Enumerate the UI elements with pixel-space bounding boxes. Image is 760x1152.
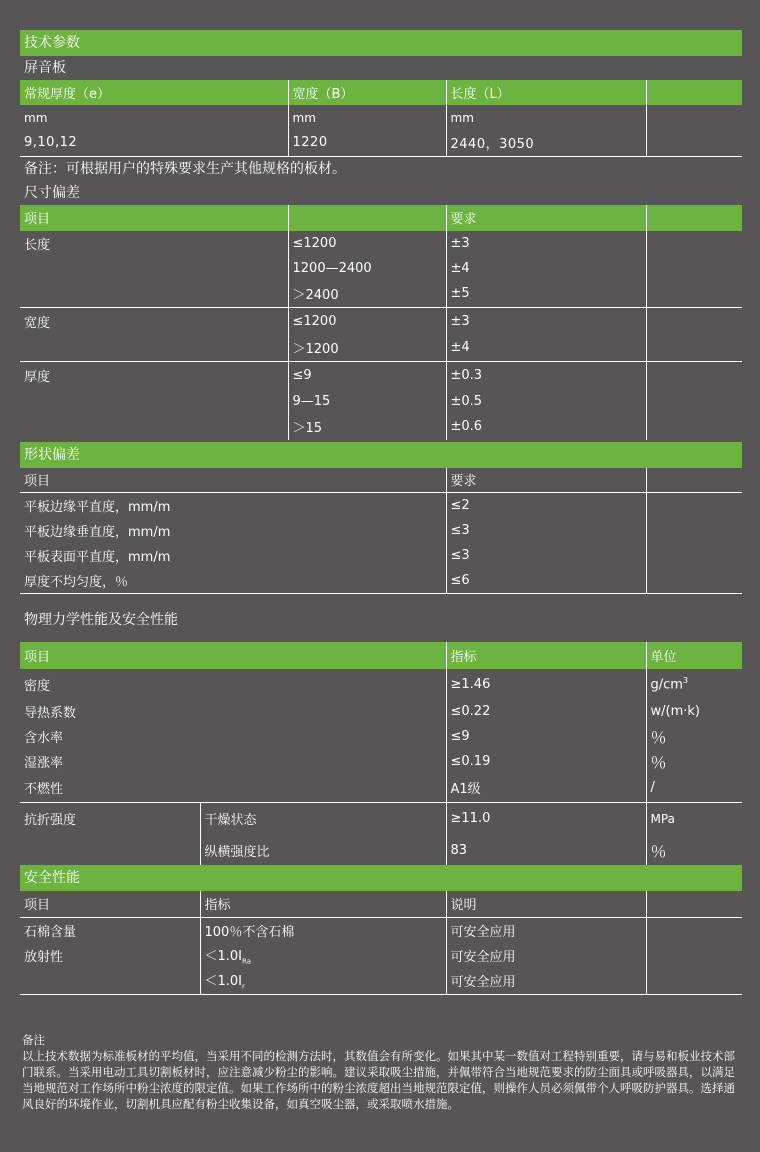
strength-item: 抗折强度	[24, 813, 77, 829]
shape-item: 平板表面平直度，mm/m	[24, 549, 171, 565]
tol-range: ＞15	[288, 414, 446, 440]
phys-value: A1级	[446, 774, 646, 802]
table-row	[20, 669, 742, 699]
phys-item: 湿涨率	[24, 756, 64, 771]
table-row	[20, 308, 742, 335]
shape-table	[20, 468, 742, 595]
safety-heading: 安全性能	[20, 865, 742, 891]
tol-req: ±4	[446, 335, 646, 362]
safety-index	[200, 968, 446, 994]
tol-req: ±0.3	[446, 362, 646, 389]
phys-unit	[646, 669, 742, 699]
col-item: 项目	[20, 468, 446, 493]
phys-unit: ％	[646, 724, 742, 749]
strength-cond: 干燥状态	[200, 802, 446, 835]
safety-desc: 可安全应用	[446, 917, 646, 943]
safety-index-text: 100％不含石棉	[204, 924, 295, 940]
safety-item	[20, 968, 200, 994]
table-row	[20, 281, 742, 308]
phys-unit-sup: 3	[682, 675, 689, 685]
col-item: 项目	[20, 205, 288, 231]
table-row	[20, 802, 742, 835]
notes-body: 以上技术数据为标准板材的平均值，当采用不同的检测方法时，其数值会有所变化。如果其中某一数值对工程特别重要，请与易和板业技术部门联系。当采用电动工具切割板材时，应注意减少粉尘的影响。建议采取吸尘措施，并佩带符合当地规范要求的防尘面具或呼吸器具，以满足当地规范对工作场所中粉尘浓度的限定值。如果工作场所中的粉尘浓度超出当地规范限定值，则操作人员必须佩带个人呼吸防护器具。选择通风良好的环境作业，切割机具应配有粉尘收集设备，如真空吸尘器，或采取喷水措施。	[22, 1049, 735, 1111]
tol-req: ±0.6	[446, 414, 646, 440]
width-value: 1220	[288, 130, 446, 156]
tech-header-row	[20, 80, 742, 105]
phys-unit: /	[646, 774, 742, 802]
physical-table	[20, 642, 742, 865]
phys-value: ≥1.46	[446, 669, 646, 699]
shape-header-row	[20, 468, 742, 493]
tol-req: ±0.5	[446, 389, 646, 414]
safety-index	[200, 943, 446, 968]
strength-value: ≥11.0	[446, 802, 646, 835]
table-row	[20, 774, 742, 802]
phys-value: ≤0.22	[446, 699, 646, 724]
col-desc: 说明	[446, 891, 646, 917]
table-row	[20, 568, 742, 594]
safety-header-row	[20, 891, 742, 917]
table-row	[20, 256, 742, 281]
tech-value-row	[20, 130, 742, 156]
strength-unit: ％	[646, 835, 742, 865]
strength-cond: 纵横强度比	[200, 835, 446, 865]
table-row	[20, 362, 742, 389]
tech-table	[20, 80, 742, 157]
phys-unit: w/(m·k)	[646, 699, 742, 724]
tolerance-heading: 尺寸偏差	[24, 184, 80, 201]
tol-req: ±4	[446, 256, 646, 281]
tol-range: ≤1200	[288, 231, 446, 256]
tol-item-thickness: 厚度	[24, 369, 51, 385]
col-index: 指标	[446, 642, 646, 669]
table-row	[20, 335, 742, 362]
length-values: 2440，3050	[446, 130, 646, 156]
physical-heading: 物理力学性能及安全性能	[24, 612, 178, 628]
tol-range: 9—15	[288, 389, 446, 414]
shape-item: 平板边缘垂直度，mm/m	[24, 524, 171, 540]
tol-range: ≤1200	[288, 308, 446, 335]
phys-unit: ％	[646, 749, 742, 774]
shape-req: ≤6	[446, 568, 646, 594]
shape-item: 厚度不均匀度，％	[20, 568, 446, 594]
shape-item: 平板边缘平直度，mm/m	[24, 499, 171, 515]
tol-item-width: 宽度	[24, 315, 51, 331]
safety-item: 放射性	[24, 950, 64, 965]
tech-unit-row	[20, 105, 742, 130]
phys-unit-text: g/cm	[650, 677, 683, 693]
strength-unit: MPa	[646, 802, 742, 835]
unit-length: mm	[446, 105, 646, 130]
safety-desc: 可安全应用	[446, 968, 646, 994]
tol-range: ＞2400	[288, 281, 446, 308]
shape-heading: 形状偏差	[20, 442, 742, 468]
tech-note: 备注：可根据用户的特殊要求生产其他规格的板材。	[24, 160, 346, 177]
table-row	[20, 835, 742, 865]
table-row	[20, 543, 742, 568]
col-req: 要求	[446, 205, 646, 231]
col-width: 宽度（B）	[288, 80, 446, 105]
table-row	[20, 968, 742, 994]
safety-index-text: ＜1.0I	[204, 949, 243, 965]
unit-thickness: mm	[24, 110, 48, 125]
col-thickness: 常规厚度（e）	[20, 80, 288, 105]
safety-table	[20, 891, 742, 995]
tol-range: ＞1200	[288, 335, 446, 362]
tol-item-length: 长度	[24, 237, 51, 253]
shape-req: ≤2	[446, 493, 646, 518]
tol-range: ≤9	[288, 362, 446, 389]
safety-index-text: ＜1.0I	[204, 974, 243, 990]
physical-header-row	[20, 642, 742, 669]
table-row	[20, 724, 742, 749]
phys-item: 密度	[24, 678, 51, 694]
table-row	[20, 518, 742, 543]
table-row	[20, 943, 742, 968]
col-item: 项目	[20, 642, 446, 669]
safety-index-sub: r	[242, 983, 245, 992]
tol-req: ±3	[446, 308, 646, 335]
col-unit: 单位	[646, 642, 742, 669]
table-row	[20, 493, 742, 518]
spec-sheet	[20, 30, 742, 995]
tolerance-header-row	[20, 205, 742, 231]
phys-item: 不燃性	[20, 774, 446, 802]
safety-index	[200, 917, 446, 943]
phys-item: 含水率	[24, 731, 64, 746]
tol-range: 1200—2400	[288, 256, 446, 281]
table-row	[20, 231, 742, 256]
col-index: 指标	[200, 891, 446, 917]
table-row	[20, 389, 742, 414]
unit-width: mm	[288, 105, 446, 130]
panel-label: 屏音板	[24, 60, 66, 76]
tol-req: ±5	[446, 281, 646, 308]
notes-title: 备注	[22, 1033, 45, 1047]
thickness-values: 9,10,12	[20, 130, 288, 156]
table-row	[20, 917, 742, 943]
phys-item: 导热系数	[24, 706, 77, 721]
safety-item: 石棉含量	[24, 924, 77, 940]
strength-value: 83	[446, 835, 646, 865]
col-item: 项目	[20, 891, 200, 917]
notes-block	[22, 1032, 740, 1112]
table-row	[20, 749, 742, 774]
phys-value: ≤0.19	[446, 749, 646, 774]
tol-req: ±3	[446, 231, 646, 256]
col-length: 长度（L）	[446, 80, 646, 105]
tech-heading: 技术参数	[20, 30, 742, 56]
col-req: 要求	[446, 468, 646, 493]
safety-index-sub: Ra	[242, 957, 252, 966]
table-row	[20, 699, 742, 724]
shape-req: ≤3	[446, 543, 646, 568]
shape-req: ≤3	[446, 518, 646, 543]
tolerance-table	[20, 205, 742, 440]
table-row	[20, 414, 742, 440]
phys-value: ≤9	[446, 724, 646, 749]
safety-desc: 可安全应用	[446, 943, 646, 968]
